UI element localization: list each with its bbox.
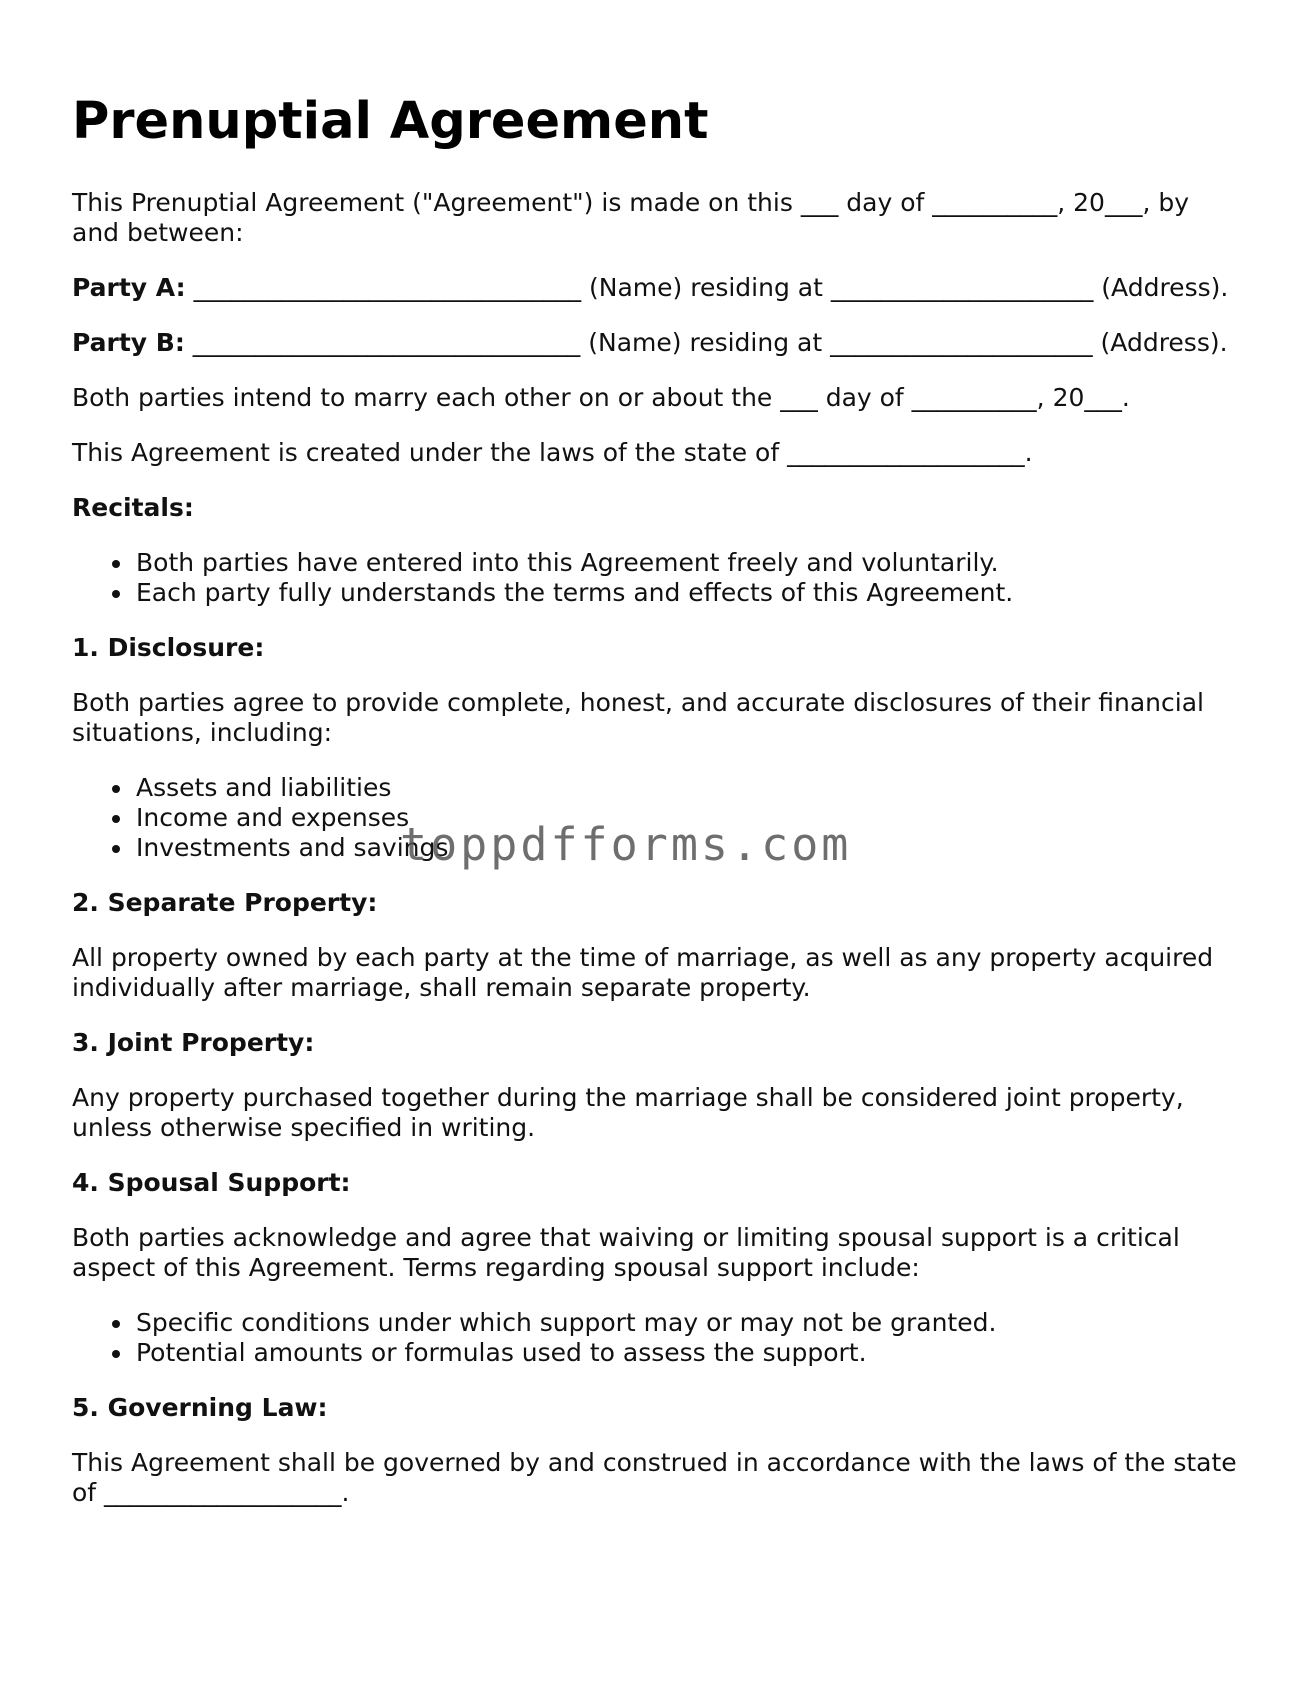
spousal-support-paragraph: Both parties acknowledge and agree that waiving or limiting spousal support is a critical aspect of this Agreement. Terms regarding spousal support include: — [72, 1223, 1180, 1282]
list-item: Each party fully understands the terms and effects of this Agreement. — [136, 578, 1242, 608]
list-item: Income and expenses — [136, 803, 1242, 833]
list-item: Potential amounts or formulas used to assess the support. — [136, 1338, 1242, 1368]
spousal-support-list — [72, 1308, 1242, 1368]
list-item: Specific conditions under which support may or may not be granted. — [136, 1308, 1242, 1338]
party-a-line — [72, 273, 1242, 303]
joint-property-paragraph: Any property purchased together during the marriage shall be considered joint property, unless otherwise specified in writing. — [72, 1083, 1184, 1142]
intro-paragraph: This Prenuptial Agreement ("Agreement") is made on this ___ day of __________, 20___, by and between: — [72, 188, 1190, 247]
list-item: Assets and liabilities — [136, 773, 1242, 803]
party-b-line — [72, 328, 1242, 358]
list-item: Investments and savings — [136, 833, 1242, 863]
recitals-heading: Recitals: — [72, 493, 194, 522]
disclosure-paragraph: Both parties agree to provide complete, honest, and accurate disclosures of their financial situations, including: — [72, 688, 1204, 747]
joint-property-heading: 3. Joint Property: — [72, 1028, 315, 1057]
governing-law-paragraph: This Agreement shall be governed by and construed in accordance with the laws of the state of ___________________. — [72, 1448, 1237, 1507]
list-item: Both parties have entered into this Agreement freely and voluntarily. — [136, 548, 1242, 578]
recitals-list — [72, 548, 1242, 608]
spousal-support-heading: 4. Spousal Support: — [72, 1168, 351, 1197]
marriage-date-paragraph: Both parties intend to marry each other on or about the ___ day of __________, 20___. — [72, 383, 1130, 412]
party-a-label: Party A: — [72, 273, 186, 302]
separate-property-paragraph: All property owned by each party at the time of marriage, as well as any property acquired individually after marriage, shall remain separate property. — [72, 943, 1214, 1002]
state-laws-paragraph: This Agreement is created under the laws of the state of ___________________. — [72, 438, 1033, 467]
party-a-text: _______________________________ (Name) residing at _____________________ (Address). — [185, 273, 1229, 302]
party-b-label: Party B: — [72, 328, 185, 357]
document-title: Prenuptial Agreement — [72, 92, 709, 151]
watermark: toppdfforms.com — [400, 818, 852, 871]
governing-law-heading: 5. Governing Law: — [72, 1393, 328, 1422]
party-b-text: _______________________________ (Name) residing at _____________________ (Address). — [184, 328, 1228, 357]
separate-property-heading: 2. Separate Property: — [72, 888, 378, 917]
document-page — [72, 0, 1242, 1508]
disclosure-heading: 1. Disclosure: — [72, 633, 265, 662]
